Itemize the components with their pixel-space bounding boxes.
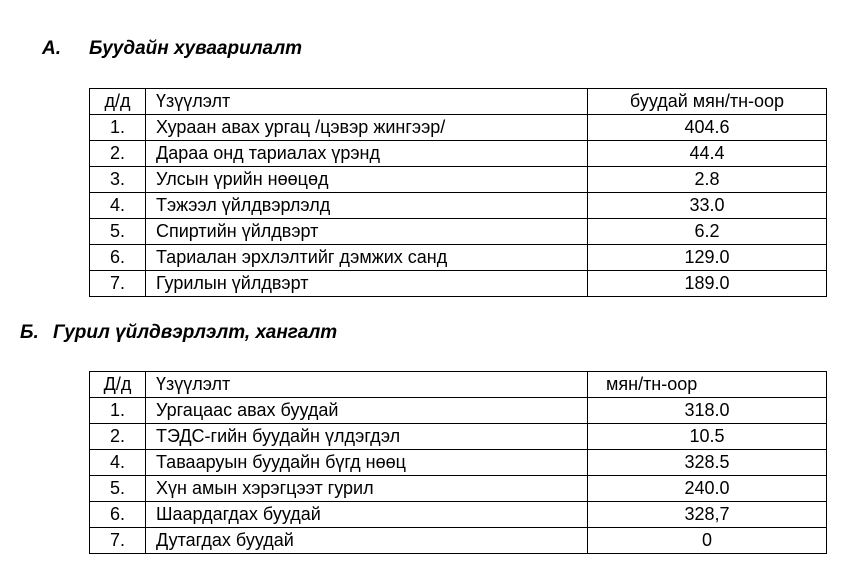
row-value: 328,7 xyxy=(588,502,827,528)
row-name: Тавааруын буудайн бүгд нөөц xyxy=(146,450,588,476)
row-value: 318.0 xyxy=(588,398,827,424)
row-value: 129.0 xyxy=(588,245,827,271)
row-value: 33.0 xyxy=(588,193,827,219)
table-header-row xyxy=(90,89,827,115)
row-value: 240.0 xyxy=(588,476,827,502)
row-name: Шаардагдах буудай xyxy=(146,502,588,528)
row-num: 5. xyxy=(90,219,146,245)
row-name: Тариалан эрхлэлтийг дэмжих санд xyxy=(146,245,588,271)
row-num: 6. xyxy=(90,502,146,528)
row-num: 7. xyxy=(90,271,146,297)
row-num: 1. xyxy=(90,398,146,424)
row-name: Хүн амын хэрэгцээт гурил xyxy=(146,476,588,502)
row-num: 2. xyxy=(90,424,146,450)
table-row xyxy=(90,398,827,424)
row-num: 7. xyxy=(90,528,146,554)
flour-production-table xyxy=(89,371,827,554)
row-value: 0 xyxy=(588,528,827,554)
section-b-heading xyxy=(20,322,337,344)
section-a-title: Буудайн хуваарилалт xyxy=(89,38,303,59)
table-row xyxy=(90,219,827,245)
row-name: ТЭДС-гийн буудайн үлдэгдэл xyxy=(146,424,588,450)
row-name: Улсын үрийн нөөцөд xyxy=(146,167,588,193)
table-row xyxy=(90,141,827,167)
wheat-distribution-table xyxy=(89,88,827,297)
table-row xyxy=(90,502,827,528)
row-value: 404.6 xyxy=(588,115,827,141)
row-value: 2.8 xyxy=(588,167,827,193)
section-a-letter: А. xyxy=(42,38,61,59)
table-row xyxy=(90,167,827,193)
table-row xyxy=(90,115,827,141)
table-row xyxy=(90,528,827,554)
row-value: 44.4 xyxy=(588,141,827,167)
row-name: Гурилын үйлдвэрт xyxy=(146,271,588,297)
table-header-row xyxy=(90,372,827,398)
header-num: д/д xyxy=(90,89,146,115)
table-row xyxy=(90,193,827,219)
header-num: Д/д xyxy=(90,372,146,398)
table-row xyxy=(90,450,827,476)
section-a-heading xyxy=(42,38,302,60)
header-value: мян/тн-оор xyxy=(588,372,827,398)
header-name: Үзүүлэлт xyxy=(146,372,588,398)
row-value: 10.5 xyxy=(588,424,827,450)
section-b-title: Гурил үйлдвэрлэлт, хангалт xyxy=(53,322,338,343)
row-name: Спиртийн үйлдвэрт xyxy=(146,219,588,245)
row-num: 3. xyxy=(90,167,146,193)
table-row xyxy=(90,271,827,297)
table-row xyxy=(90,476,827,502)
row-num: 1. xyxy=(90,115,146,141)
row-num: 4. xyxy=(90,193,146,219)
table-row xyxy=(90,424,827,450)
header-value: буудай мян/тн-оор xyxy=(588,89,827,115)
row-num: 4. xyxy=(90,450,146,476)
row-num: 5. xyxy=(90,476,146,502)
row-value: 6.2 xyxy=(588,219,827,245)
row-num: 6. xyxy=(90,245,146,271)
row-name: Хураан авах ургац /цэвэр жингээр/ xyxy=(146,115,588,141)
row-name: Ургацаас авах буудай xyxy=(146,398,588,424)
row-name: Дутагдах буудай xyxy=(146,528,588,554)
row-value: 328.5 xyxy=(588,450,827,476)
row-name: Тэжээл үйлдвэрлэлд xyxy=(146,193,588,219)
section-b-letter: Б. xyxy=(20,322,39,343)
table-row xyxy=(90,245,827,271)
row-value: 189.0 xyxy=(588,271,827,297)
row-num: 2. xyxy=(90,141,146,167)
header-name: Үзүүлэлт xyxy=(146,89,588,115)
row-name: Дараа онд тариалах үрэнд xyxy=(146,141,588,167)
